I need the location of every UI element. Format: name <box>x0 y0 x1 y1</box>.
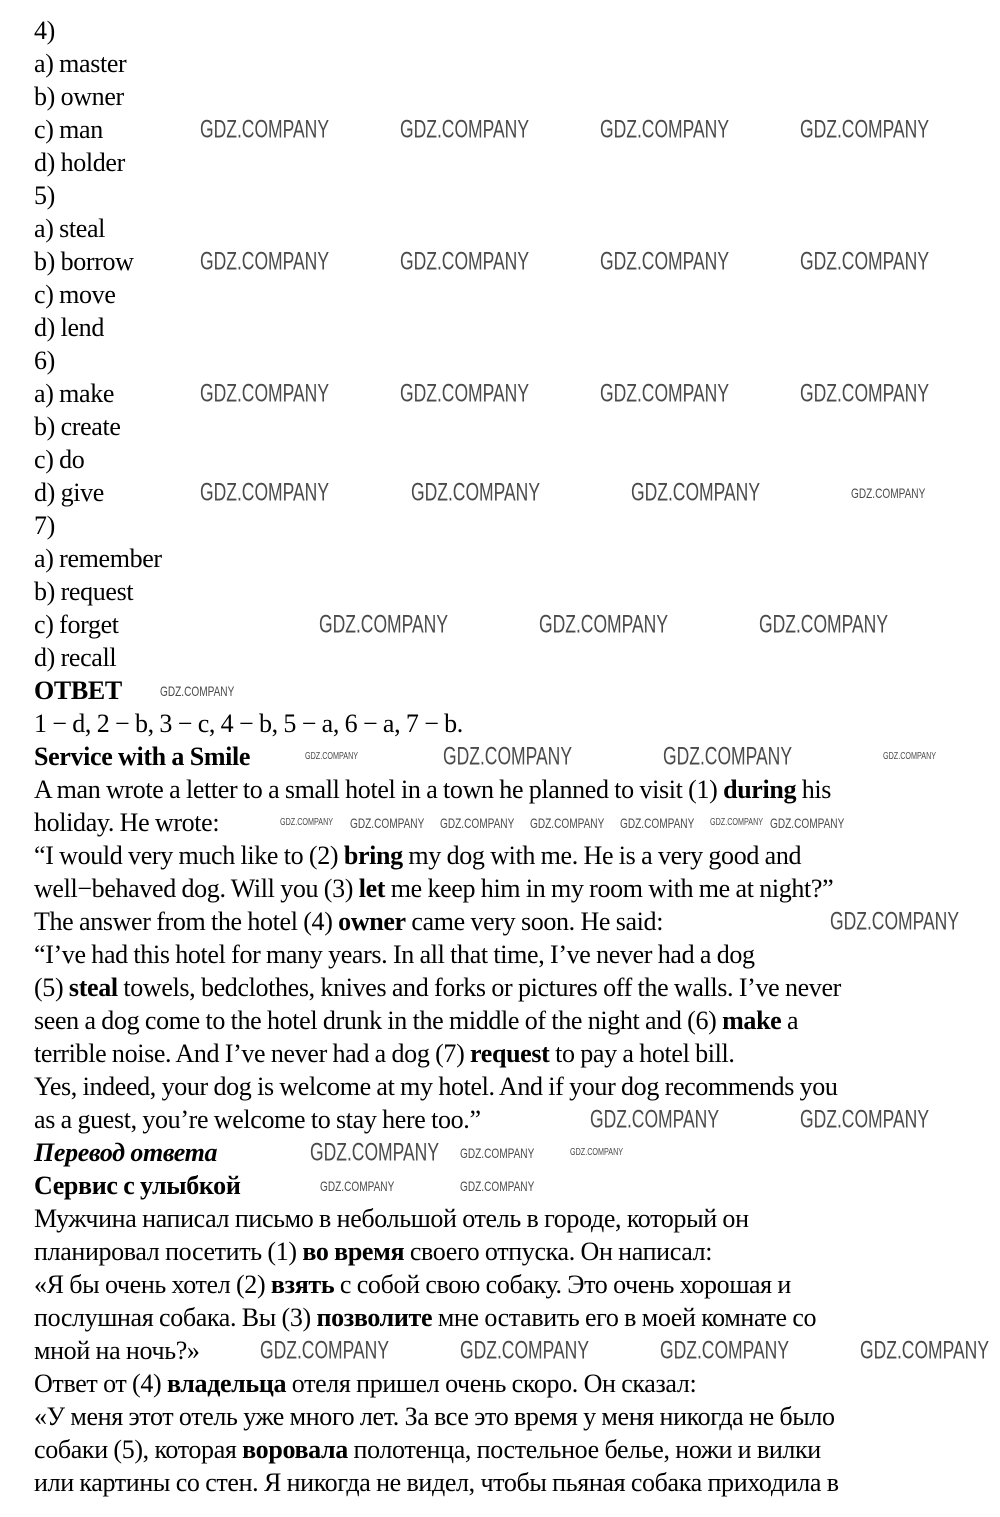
bold-text: ОТВЕТ <box>34 676 122 705</box>
text-line <box>34 542 841 575</box>
watermark: GDZ.COMPANY <box>600 379 729 407</box>
text-line <box>34 773 841 806</box>
watermark: GDZ.COMPANY <box>280 816 334 828</box>
watermark: GDZ.COMPANY <box>200 115 329 143</box>
text-line <box>34 443 841 476</box>
text-span: мной на ночь?» <box>34 1336 200 1365</box>
watermark: GDZ.COMPANY <box>851 484 926 501</box>
text-line <box>34 1037 841 1070</box>
text-span: 7) <box>34 511 55 540</box>
text-line <box>34 971 841 1004</box>
watermark: GDZ.COMPANY <box>200 478 329 506</box>
text-span: 4) <box>34 16 55 45</box>
text-line <box>34 1103 841 1136</box>
text-span: c) do <box>34 445 85 474</box>
bold-text: Перевод ответа <box>34 1138 218 1167</box>
text-span: с собой свою собаку. Это очень хорошая и <box>334 1270 791 1299</box>
watermark: GDZ.COMPANY <box>440 814 515 831</box>
watermark: GDZ.COMPANY <box>600 115 729 143</box>
watermark: GDZ.COMPANY <box>443 742 572 770</box>
text-line <box>34 278 841 311</box>
text-span: towels, bedclothes, knives and forks or pictures off the walls. I’ve never <box>117 973 841 1002</box>
text-span: 1 − d, 2 − b, 3 − c, 4 − b, 5 − a, 6 − a, 7 − b. <box>34 709 463 738</box>
watermark: GDZ.COMPANY <box>460 1177 535 1194</box>
text-line <box>34 1433 841 1466</box>
bold-text: during <box>723 775 797 804</box>
watermark: GDZ.COMPANY <box>860 1336 989 1364</box>
text-span: A man wrote a letter to a small hotel in a town he planned to visit (1) <box>34 775 724 804</box>
text-span: to pay a hotel bill. <box>549 1039 735 1068</box>
text-line <box>34 47 841 80</box>
bold-text: во время <box>302 1237 405 1266</box>
text-line <box>34 311 841 344</box>
text-span: a) make <box>34 379 115 408</box>
watermark: GDZ.COMPANY <box>530 814 605 831</box>
text-span: b) owner <box>34 82 124 111</box>
text-span: terrible noise. And I’ve never had a dog (7) <box>34 1039 471 1068</box>
text-span: b) request <box>34 577 134 606</box>
watermark: GDZ.COMPANY <box>800 1105 929 1133</box>
watermark: GDZ.COMPANY <box>200 247 329 275</box>
text-span: d) give <box>34 478 104 507</box>
text-span: holiday. He wrote: <box>34 808 220 837</box>
text-line <box>34 872 841 905</box>
bold-text: позволите <box>316 1303 433 1332</box>
watermark: GDZ.COMPANY <box>800 247 929 275</box>
watermark: GDZ.COMPANY <box>460 1336 589 1364</box>
bold-text: steal <box>68 973 118 1002</box>
text-span: a) remember <box>34 544 162 573</box>
bold-text: Service with a Smile <box>34 742 251 771</box>
bold-text: make <box>722 1006 782 1035</box>
text-span: «У меня этот отель уже много лет. За все это время у меня никогда не было <box>34 1402 835 1431</box>
text-span: d) holder <box>34 148 125 177</box>
text-span: 5) <box>34 181 55 210</box>
watermark: GDZ.COMPANY <box>411 478 540 506</box>
text-span: seen a dog come to the hotel drunk in the middle of the night and (6) <box>34 1006 723 1035</box>
text-line <box>34 509 841 542</box>
text-span: Yes, indeed, your dog is welcome at my hotel. And if your dog recommends you <box>34 1072 838 1101</box>
text-span: Ответ от (4) <box>34 1369 167 1398</box>
bold-text: владельца <box>166 1369 287 1398</box>
watermark: GDZ.COMPANY <box>400 379 529 407</box>
text-span: d) recall <box>34 643 117 672</box>
text-span: a <box>781 1006 799 1035</box>
watermark: GDZ.COMPANY <box>770 814 845 831</box>
watermark: GDZ.COMPANY <box>570 1146 624 1158</box>
text-span: my dog with me. He is a very good and <box>402 841 802 870</box>
text-line <box>34 1004 841 1037</box>
text-span: “I’ve had this hotel for many years. In all that time, I’ve never had a dog <box>34 940 755 969</box>
text-line <box>34 14 841 47</box>
bold-text: owner <box>338 907 406 936</box>
text-span: Мужчина написал письмо в небольшой отель в городе, который он <box>34 1204 749 1233</box>
text-line <box>34 905 841 938</box>
watermark: GDZ.COMPANY <box>631 478 760 506</box>
bold-text: let <box>358 874 386 903</box>
text-span: «Я бы очень хотел (2) <box>34 1270 271 1299</box>
watermark: GDZ.COMPANY <box>460 1144 535 1161</box>
text-line <box>34 1169 841 1202</box>
text-line <box>34 1268 841 1301</box>
watermark: GDZ.COMPANY <box>319 610 448 638</box>
watermark: GDZ.COMPANY <box>600 247 729 275</box>
text-span: c) move <box>34 280 116 309</box>
text-span: “I would very much like to (2) <box>34 841 344 870</box>
text-span: планировал посетить (1) <box>34 1237 303 1266</box>
text-line <box>34 674 841 707</box>
text-span: a) master <box>34 49 127 78</box>
text-span: b) borrow <box>34 247 134 276</box>
watermark: GDZ.COMPANY <box>759 610 888 638</box>
text-span: мне оставить его в моей комнате со <box>432 1303 817 1332</box>
watermark: GDZ.COMPANY <box>660 1336 789 1364</box>
text-line <box>34 707 841 740</box>
text-line <box>34 1400 841 1433</box>
text-span: a) steal <box>34 214 106 243</box>
text-line <box>34 1202 841 1235</box>
watermark: GDZ.COMPANY <box>310 1138 439 1166</box>
text-span: собаки (5), которая <box>34 1435 243 1464</box>
watermark: GDZ.COMPANY <box>320 1177 395 1194</box>
text-span: 6) <box>34 346 55 375</box>
text-span: (5) <box>34 973 69 1002</box>
bold-text: request <box>470 1039 550 1068</box>
watermark: GDZ.COMPANY <box>260 1336 389 1364</box>
watermark: GDZ.COMPANY <box>800 115 929 143</box>
text-line <box>34 146 841 179</box>
text-span: b) create <box>34 412 121 441</box>
watermark: GDZ.COMPANY <box>590 1105 719 1133</box>
text-span: своего отпуска. Он написал: <box>404 1237 713 1266</box>
watermark: GDZ.COMPANY <box>663 742 792 770</box>
text-line <box>34 1466 841 1499</box>
text-line <box>34 179 841 212</box>
text-span: отеля пришел очень скоро. Он сказал: <box>286 1369 697 1398</box>
bold-text: взять <box>270 1270 335 1299</box>
text-line <box>34 839 841 872</box>
watermark: GDZ.COMPANY <box>710 816 764 828</box>
text-span: came very soon. He said: <box>405 907 664 936</box>
text-line <box>34 1301 841 1334</box>
text-span: полотенца, постельное белье, ножи и вилки <box>347 1435 821 1464</box>
watermark: GDZ.COMPANY <box>400 247 529 275</box>
text-span: послушная собака. Вы (3) <box>34 1303 317 1332</box>
watermark: GDZ.COMPANY <box>620 814 695 831</box>
watermark: GDZ.COMPANY <box>400 115 529 143</box>
text-span: c) forget <box>34 610 119 639</box>
watermark: GDZ.COMPANY <box>160 682 235 699</box>
text-line <box>34 344 841 377</box>
watermark: GDZ.COMPANY <box>539 610 668 638</box>
text-span: well−behaved dog. Will you (3) <box>34 874 359 903</box>
watermark: GDZ.COMPANY <box>830 907 959 935</box>
text-line <box>34 641 841 674</box>
watermark: GDZ.COMPANY <box>305 750 359 762</box>
watermark: GDZ.COMPANY <box>350 814 425 831</box>
watermark: GDZ.COMPANY <box>883 750 937 762</box>
text-line <box>34 1070 841 1103</box>
text-line <box>34 410 841 443</box>
text-span: as a guest, you’re welcome to stay here too.” <box>34 1105 481 1134</box>
text-line <box>34 575 841 608</box>
bold-text: воровала <box>242 1435 348 1464</box>
text-span: his <box>796 775 832 804</box>
watermark: GDZ.COMPANY <box>800 379 929 407</box>
watermark: GDZ.COMPANY <box>200 379 329 407</box>
text-line <box>34 80 841 113</box>
bold-text: Сервис с улыбкой <box>34 1171 241 1200</box>
text-span: The answer from the hotel (4) <box>34 907 339 936</box>
text-line <box>34 1367 841 1400</box>
text-line <box>34 212 841 245</box>
text-span: me keep him in my room with me at night?” <box>385 874 834 903</box>
text-line <box>34 1235 841 1268</box>
text-span: c) man <box>34 115 103 144</box>
text-span: или картины со стен. Я никогда не видел, чтобы пьяная собака приходила в <box>34 1468 839 1497</box>
text-span: d) lend <box>34 313 104 342</box>
bold-text: bring <box>343 841 403 870</box>
text-line <box>34 938 841 971</box>
